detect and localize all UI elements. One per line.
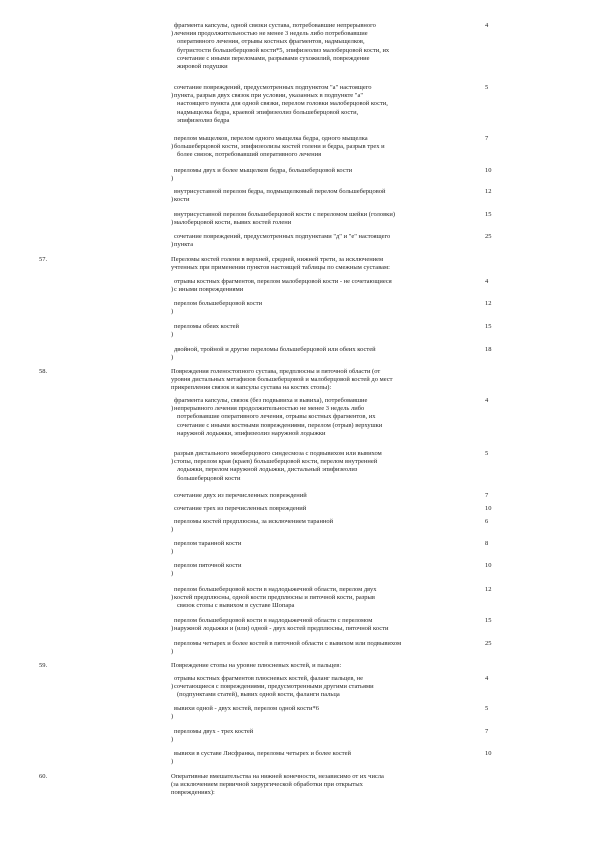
percent-value: 8 [485,540,489,547]
text-line [174,526,476,534]
text-line [174,548,476,556]
text-line: сочетание с иными костными повреждениями, перелом (отрыв) верхушки [177,421,383,429]
percent-value: 5 [485,450,489,457]
clause-text [174,300,476,316]
percent-value: 6 [485,518,489,525]
percent-value: 12 [485,300,492,307]
text-line: большеберцовой кости [177,474,241,482]
text-line: отрывы костных фрагментов, перелом малоберцовой кости - не сочетающиеся [174,278,392,285]
clause-text [171,368,476,393]
percent-value: 25 [485,640,492,647]
text-line: стопы, перелом края (краев) большеберцовой кости, перелом внутренней [174,458,378,466]
subclause-marker: ) [171,286,174,294]
text-line: уровня дистальных метафизов большеберцовой и малоберцовой костей до мест [171,376,393,384]
text-line: вывихи одной - двух костей, перелом одной кости*6 [174,705,319,712]
percent-value: 4 [485,278,489,285]
clause-text [174,135,476,160]
text-line [174,570,476,578]
text-line: сочетание двух из перечисленных повреждений [174,492,307,499]
clause-number: 60. [39,773,48,780]
text-line [174,354,476,362]
text-line: перелом мыщелков, перелом одного мыщелка бедра, одного мыщелка [174,135,368,142]
clause-text [174,346,476,362]
text-line: пункта [174,241,194,249]
text-line: пункта, разрыв двух связок при условии, указанных в подпункте "а" [174,92,363,100]
text-line [174,736,476,744]
subclause-marker: ) [171,331,174,339]
subclause-marker: ) [171,219,174,227]
text-line: Переломы костей голени в верхней, средней, нижней трети, за исключением [171,256,384,263]
text-line: отрывы костных фрагментов плюсневых костей, фаланг пальцев, не [174,675,363,682]
text-line: кости [174,196,190,204]
percent-value: 10 [485,562,492,569]
clause-text [174,728,476,744]
percent-value: 18 [485,346,492,353]
text-line [174,331,476,339]
clause-text [174,640,476,656]
text-line: Оперативные вмешательства на нижней конечности, независимо от их числа [171,773,384,780]
clause-text [174,675,476,700]
percent-value: 15 [485,211,492,218]
subclause-marker: ) [171,758,174,766]
clause-text [171,662,476,670]
text-line: фрагмента капсулы, одной связки сустава, потребовавшие непрерывного [174,22,376,29]
text-line: переломы костей предплюсны, за исключением таранной [174,518,334,525]
subclause-marker: ) [171,683,174,691]
clause-text [174,450,476,483]
text-line: переломы двух и более мыщелков бедра, большеберцовой кости [174,167,353,174]
subclause-marker: ) [171,594,174,602]
text-line: настоящего пункта для одной связки, перелом головки малоберцовой кости, [177,100,388,108]
subclause-marker: ) [171,736,174,744]
percent-value: 7 [485,135,489,142]
subclause-marker: ) [171,196,174,204]
clause-number: 57. [39,256,48,263]
text-line: более связок, потребовавший оперативного лечения [177,151,322,159]
text-line: переломы обеих костей [174,323,240,330]
subclause-marker: ) [171,405,174,413]
clause-text [174,492,476,500]
text-line: большеберцовой кости, эпифизеолизы костей голени и бедра, разрыв трех и [174,143,385,151]
clause-text [174,167,476,183]
percent-value: 10 [485,167,492,174]
clause-text [174,540,476,556]
text-line: непрерывного лечения продолжительностью не менее 3 недель либо [174,405,365,413]
percent-value: 5 [485,705,489,712]
clause-text [174,188,476,204]
text-line: повреждениях): [171,789,215,797]
subclause-marker: ) [171,548,174,556]
text-line: внутрисуставной перелом бедра, подмыщелковый перелом большеберцовой [174,188,386,195]
clause-number: 58. [39,368,48,375]
percent-value: 4 [485,397,489,404]
text-line: вывихи в суставе Лисфранка, переломы четырех и более костей [174,750,351,757]
text-line: с иными повреждениями [174,286,244,294]
text-line: связок стопы с вывихом в суставе Шопара [177,602,295,610]
subclause-marker: ) [171,570,174,578]
text-line: Повреждение стопы на уровне плюсневых костей, и пальцев: [171,662,342,669]
text-line [174,648,476,656]
percent-value: 4 [485,22,489,29]
text-line: перелом большеберцовой кости в надлодыжечной области, перелом двух [174,586,377,593]
text-line: жировой подушки [177,62,228,70]
subclause-marker: ) [171,713,174,721]
text-line: наружной лодыжки и (или) одной - двух костей предплюсны, пяточной кости [174,625,389,633]
clause-text [171,773,476,798]
text-line: бугристости большеберцовой кости*5, эпифизеолиз малоберцовой кости, их [177,46,390,54]
text-line: разрыв дистального межберцового синдесмоза с подвывихом или вывихом [174,450,382,457]
text-line: лечения продолжительностью не менее 3 недель либо потребовавшие [174,30,368,38]
text-line: сочетающиеся с повреждениями, предусмотренными другими статьями [174,683,374,691]
text-line: потребовавшие оперативного лечения, отрывы костных фрагментов, их [177,413,376,421]
text-line: перелом таранной кости [174,540,242,547]
percent-value: 7 [485,492,489,499]
text-line: перелом пяточной кости [174,562,242,569]
clause-text [171,256,476,272]
text-line [174,758,476,766]
percent-value: 10 [485,505,492,512]
clause-text [174,84,476,125]
clause-text [174,617,476,633]
text-line: эпифизеолиз бедра [177,116,230,124]
text-line [174,308,476,316]
subclause-marker: ) [171,30,174,38]
subclause-marker: ) [171,648,174,656]
text-line: учтенных при применении пунктов настоящей таблицы по смежным суставам: [171,264,390,272]
percent-value: 10 [485,750,492,757]
percent-value: 25 [485,233,492,240]
text-line: переломы четырех и более костей в пяточной области с вывихом или подвывихом [174,640,402,647]
clause-text [174,22,476,71]
text-line: прикрепления связок и капсулы сустава на костях стопы): [171,384,332,392]
percent-value: 12 [485,586,492,593]
clause-text [174,705,476,721]
subclause-marker: ) [171,625,174,633]
text-line: костей предплюсны, одной кости предплюсны и пяточной кости, разрыв [174,594,375,602]
text-line: внутрисуставной перелом большеберцовой кости с переломом шейки (головки) [174,211,395,218]
clause-text [174,505,476,513]
clause-text [174,518,476,534]
subclause-marker: ) [171,241,174,249]
subclause-marker: ) [171,354,174,362]
text-line: перелом большеберцовой кости [174,300,263,307]
text-line: сочетание повреждений, предусмотренных подпунктом "а" настоящего [174,84,372,91]
text-line: сочетание трех из перечисленных повреждений [174,505,307,512]
text-line [174,175,476,183]
subclause-marker: ) [171,458,174,466]
text-line: переломы двух - трех костей [174,728,254,735]
text-line [174,713,476,721]
text-line: сочетание повреждений, предусмотренных подпунктами "д" и "е" настоящего [174,233,391,240]
subclause-marker: ) [171,143,174,151]
clause-text [174,278,476,294]
text-line: двойной, тройной и другие переломы большеберцовой или обеих костей [174,346,376,353]
percent-value: 7 [485,728,489,735]
text-line: Повреждения голеностопного сустава, предплюсны и пяточной области (от [171,368,381,375]
percent-value: 15 [485,323,492,330]
subclause-marker: ) [171,92,174,100]
text-line: (за исключением первичной хирургической обработки при открытых [171,781,363,789]
text-line: оперативного лечения, отрывы костных фрагментов, надмыщелков, [177,38,365,46]
text-line: малоберцовой кости, вывих костей голени [174,219,292,227]
clause-text [174,562,476,578]
text-line: наружной лодыжки, эпифизеолиз наружной лодыжки [177,429,326,437]
percent-value: 4 [485,675,489,682]
percent-value: 15 [485,617,492,624]
clause-number: 59. [39,662,48,669]
text-line: перелом большеберцовой кости в надлодыжечной области с переломом [174,617,373,624]
clause-text [174,586,476,611]
clause-text [174,397,476,438]
clause-text [174,211,476,227]
text-line: надмыщелка бедра, краевой эпифизеолиз большеберцовой кости, [177,108,359,116]
text-line: фрагмента капсулы, связок (без подвывиха и вывиха), потребовавшие [174,397,368,404]
text-line: (подпунктами статей), вывих одной кости, фаланги пальца [177,691,340,699]
clause-text [174,323,476,339]
percent-value: 12 [485,188,492,195]
text-line: сочетание с иными переломами, разрывами сухожилий, повреждение [177,54,370,62]
subclause-marker: ) [171,308,174,316]
subclause-marker: ) [171,175,174,183]
subclause-marker: ) [171,526,174,534]
text-line: лодыжки, перелом наружной лодыжки, дистальный эпифизеолиз [177,466,358,474]
clause-text [174,233,476,249]
clause-text [174,750,476,766]
percent-value: 5 [485,84,489,91]
